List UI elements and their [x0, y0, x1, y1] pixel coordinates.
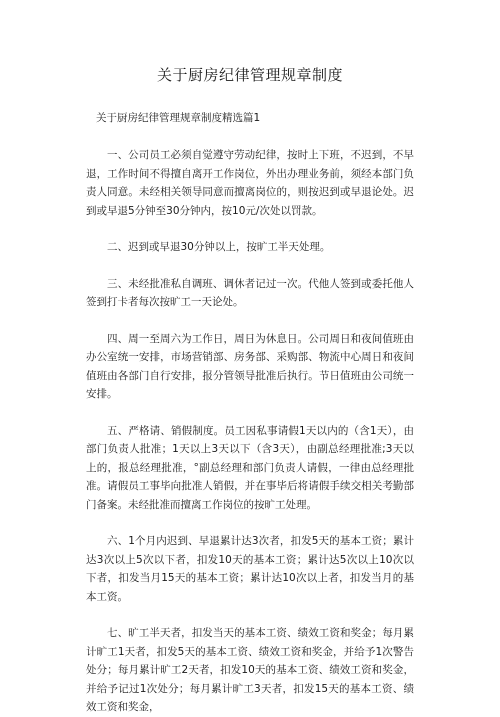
paragraph-5: 五、严格请、销假制度。员工因私事请假1天以内的（含1天），由部门负责人批准；1天以上3天以下（含3天），由副总经理批准;3天以上的，报总经理批准，°副总经理和部门负责人请假，一律由总经理批准。请假员工事毕向批准人销假，并在事毕后将请假手续交相关考勤部门备案。未经批准而擅离工作岗位的按旷工处理。: [86, 424, 414, 511]
paragraph-4: 四、周一至周六为工作日，周日为休息日。公司周日和夜间值班由办公室统一安排，市场营销部、房务部、采购部、物流中心周日和夜间值班由各部门自行安排，报分管领导批准后执行。节日值班由公司统一安排。: [86, 332, 414, 400]
document-title: 关于厨房纪律管理规章制度: [156, 66, 343, 84]
document-subtitle: 关于厨房纪律管理规章制度精选篇1: [96, 112, 261, 124]
paragraph-7: 七、旷工半天者，扣发当天的基本工资、绩效工资和奖金；每月累计旷工1天者，扣发5天的基本工资、绩效工资和奖金，并给予1次警告处分；每月累计旷工2天者，扣发10天的基本工资、绩效工资和奖金，并给予记过1次处分；每月累计旷工3天者，扣发15天的基本工资、绩效工资和奖金，: [86, 627, 414, 713]
paragraph-3: 三、未经批准私自调班、调休者记过一次。代他人签到或委托他人签到打卡者每次按旷工一天论处。: [86, 277, 414, 308]
paragraph-6: 六、1个月内迟到、早退累计达3次者，扣发5天的基本工资；累计达3次以上5次以下者，扣发10天的基本工资；累计达5次以上10次以下者，扣发当月15天的基本工资；累计达10次以上者，扣发当月的基本工资。: [86, 535, 414, 603]
paragraph-2: 二、迟到或早退30分钟以上，按旷工半天处理。: [107, 241, 331, 253]
paragraph-1: 一、公司员工必须自觉遵守劳动纪律，按时上下班，不迟到，不早退，工作时间不得擅自离开工作岗位，外出办理业务前，须经本部门负责人同意。未经相关领导同意而擅离岗位的，则按迟到或早退论处。迟到或早退5分钟至30分钟内，按10元/次处以罚款。: [86, 149, 414, 217]
